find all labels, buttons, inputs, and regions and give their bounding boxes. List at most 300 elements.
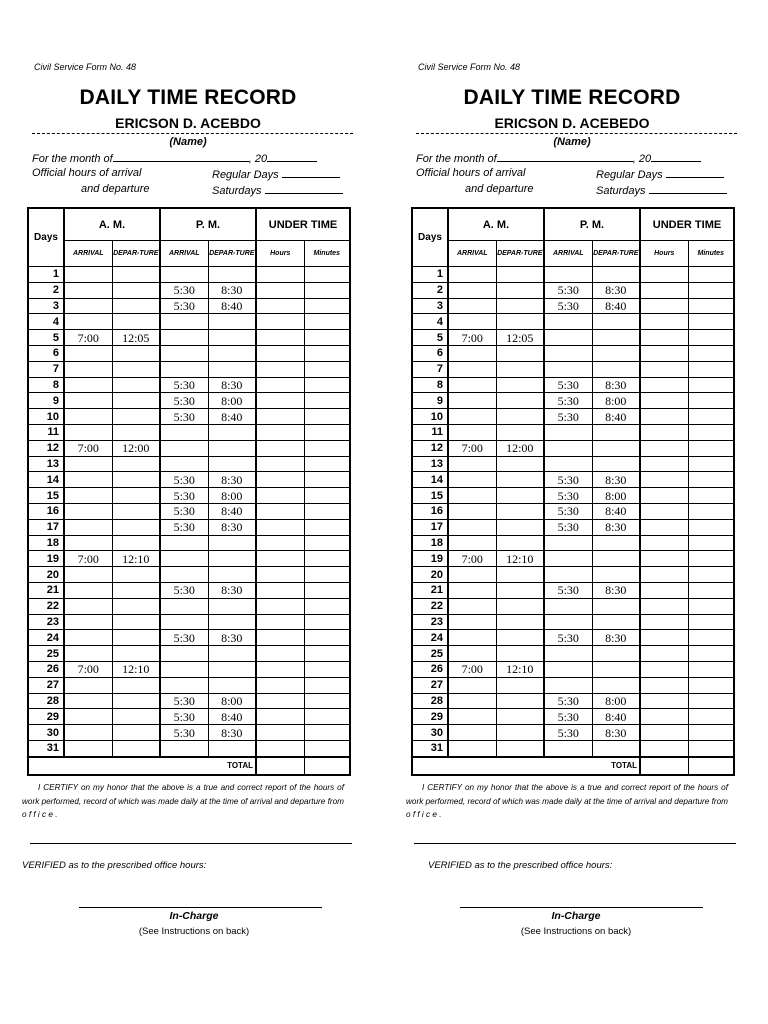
- undertime-minutes-cell[interactable]: [688, 630, 734, 646]
- saturdays-blank[interactable]: [649, 183, 727, 194]
- am-departure-cell[interactable]: [496, 424, 544, 440]
- pm-arrival-cell[interactable]: [160, 424, 208, 440]
- am-departure-cell[interactable]: [112, 519, 160, 535]
- am-arrival-cell[interactable]: [448, 409, 496, 425]
- undertime-hours-cell[interactable]: [256, 503, 304, 519]
- pm-departure-cell[interactable]: 8:00: [208, 488, 256, 504]
- undertime-minutes-cell[interactable]: [688, 646, 734, 662]
- undertime-hours-cell[interactable]: [640, 725, 688, 741]
- undertime-minutes-cell[interactable]: [688, 661, 734, 677]
- saturdays-blank[interactable]: [265, 183, 343, 194]
- am-departure-cell[interactable]: [112, 709, 160, 725]
- pm-departure-cell[interactable]: [592, 440, 640, 456]
- am-departure-cell[interactable]: [112, 472, 160, 488]
- am-arrival-cell[interactable]: [64, 646, 112, 662]
- am-arrival-cell[interactable]: [64, 630, 112, 646]
- pm-arrival-cell[interactable]: 5:30: [544, 298, 592, 314]
- undertime-hours-cell[interactable]: [256, 535, 304, 551]
- undertime-minutes-cell[interactable]: [688, 503, 734, 519]
- am-arrival-cell[interactable]: [64, 345, 112, 361]
- am-departure-cell[interactable]: 12:10: [112, 551, 160, 567]
- pm-arrival-cell[interactable]: [160, 567, 208, 583]
- year-blank[interactable]: [267, 151, 317, 162]
- pm-arrival-cell[interactable]: [160, 345, 208, 361]
- undertime-hours-cell[interactable]: [640, 551, 688, 567]
- pm-arrival-cell[interactable]: [544, 677, 592, 693]
- pm-arrival-cell[interactable]: 5:30: [544, 409, 592, 425]
- pm-departure-cell[interactable]: 8:00: [592, 693, 640, 709]
- undertime-minutes-cell[interactable]: [688, 519, 734, 535]
- pm-departure-cell[interactable]: 8:30: [208, 582, 256, 598]
- pm-arrival-cell[interactable]: [544, 646, 592, 662]
- undertime-minutes-cell[interactable]: [688, 709, 734, 725]
- am-arrival-cell[interactable]: [448, 630, 496, 646]
- undertime-minutes-cell[interactable]: [688, 488, 734, 504]
- am-departure-cell[interactable]: [496, 488, 544, 504]
- undertime-minutes-cell[interactable]: [304, 677, 350, 693]
- undertime-hours-cell[interactable]: [640, 630, 688, 646]
- am-arrival-cell[interactable]: [448, 393, 496, 409]
- am-arrival-cell[interactable]: [448, 361, 496, 377]
- undertime-hours-cell[interactable]: [640, 267, 688, 283]
- am-departure-cell[interactable]: [112, 267, 160, 283]
- undertime-hours-cell[interactable]: [256, 377, 304, 393]
- pm-departure-cell[interactable]: [208, 330, 256, 346]
- undertime-minutes-cell[interactable]: [304, 456, 350, 472]
- pm-arrival-cell[interactable]: 5:30: [544, 472, 592, 488]
- undertime-minutes-cell[interactable]: [304, 567, 350, 583]
- undertime-hours-cell[interactable]: [640, 740, 688, 756]
- undertime-minutes-cell[interactable]: [688, 330, 734, 346]
- pm-arrival-cell[interactable]: [160, 646, 208, 662]
- am-departure-cell[interactable]: [496, 740, 544, 756]
- pm-arrival-cell[interactable]: 5:30: [544, 709, 592, 725]
- am-arrival-cell[interactable]: [448, 424, 496, 440]
- total-minutes-cell[interactable]: [304, 757, 350, 775]
- am-arrival-cell[interactable]: [64, 488, 112, 504]
- undertime-hours-cell[interactable]: [256, 740, 304, 756]
- pm-departure-cell[interactable]: 8:40: [592, 409, 640, 425]
- regular-days-blank[interactable]: [282, 167, 340, 178]
- am-departure-cell[interactable]: [496, 503, 544, 519]
- pm-departure-cell[interactable]: 8:30: [208, 725, 256, 741]
- am-departure-cell[interactable]: [112, 298, 160, 314]
- pm-arrival-cell[interactable]: 5:30: [544, 519, 592, 535]
- pm-departure-cell[interactable]: [208, 661, 256, 677]
- pm-departure-cell[interactable]: [592, 740, 640, 756]
- am-departure-cell[interactable]: [112, 740, 160, 756]
- pm-departure-cell[interactable]: 8:30: [592, 582, 640, 598]
- pm-departure-cell[interactable]: [592, 598, 640, 614]
- am-arrival-cell[interactable]: [64, 693, 112, 709]
- total-hours-cell[interactable]: [640, 757, 688, 775]
- pm-departure-cell[interactable]: [592, 614, 640, 630]
- undertime-hours-cell[interactable]: [256, 282, 304, 298]
- am-arrival-cell[interactable]: [64, 503, 112, 519]
- pm-arrival-cell[interactable]: 5:30: [544, 693, 592, 709]
- am-arrival-cell[interactable]: [448, 709, 496, 725]
- pm-departure-cell[interactable]: 8:40: [208, 709, 256, 725]
- undertime-minutes-cell[interactable]: [304, 409, 350, 425]
- undertime-hours-cell[interactable]: [640, 393, 688, 409]
- undertime-hours-cell[interactable]: [256, 582, 304, 598]
- am-departure-cell[interactable]: 12:05: [496, 330, 544, 346]
- pm-departure-cell[interactable]: 8:40: [208, 409, 256, 425]
- undertime-hours-cell[interactable]: [256, 551, 304, 567]
- pm-arrival-cell[interactable]: [160, 330, 208, 346]
- am-departure-cell[interactable]: 12:10: [496, 551, 544, 567]
- pm-departure-cell[interactable]: [208, 456, 256, 472]
- pm-departure-cell[interactable]: 8:30: [208, 630, 256, 646]
- am-arrival-cell[interactable]: [64, 472, 112, 488]
- undertime-hours-cell[interactable]: [640, 440, 688, 456]
- am-departure-cell[interactable]: [112, 503, 160, 519]
- undertime-hours-cell[interactable]: [640, 298, 688, 314]
- am-arrival-cell[interactable]: [64, 314, 112, 330]
- pm-departure-cell[interactable]: 8:30: [592, 282, 640, 298]
- am-departure-cell[interactable]: 12:10: [112, 661, 160, 677]
- pm-arrival-cell[interactable]: 5:30: [544, 630, 592, 646]
- am-departure-cell[interactable]: [496, 472, 544, 488]
- undertime-hours-cell[interactable]: [640, 377, 688, 393]
- am-departure-cell[interactable]: [112, 409, 160, 425]
- pm-arrival-cell[interactable]: 5:30: [544, 582, 592, 598]
- am-arrival-cell[interactable]: [448, 267, 496, 283]
- undertime-minutes-cell[interactable]: [688, 393, 734, 409]
- am-arrival-cell[interactable]: [448, 519, 496, 535]
- undertime-hours-cell[interactable]: [640, 345, 688, 361]
- pm-departure-cell[interactable]: 8:30: [592, 472, 640, 488]
- am-arrival-cell[interactable]: [448, 345, 496, 361]
- pm-arrival-cell[interactable]: 5:30: [544, 503, 592, 519]
- pm-arrival-cell[interactable]: 5:30: [544, 377, 592, 393]
- am-departure-cell[interactable]: [112, 614, 160, 630]
- undertime-hours-cell[interactable]: [640, 614, 688, 630]
- am-arrival-cell[interactable]: [64, 535, 112, 551]
- pm-arrival-cell[interactable]: [544, 535, 592, 551]
- am-arrival-cell[interactable]: [64, 298, 112, 314]
- pm-arrival-cell[interactable]: 5:30: [160, 582, 208, 598]
- pm-arrival-cell[interactable]: 5:30: [160, 519, 208, 535]
- undertime-minutes-cell[interactable]: [688, 314, 734, 330]
- undertime-hours-cell[interactable]: [640, 472, 688, 488]
- pm-departure-cell[interactable]: 8:00: [208, 693, 256, 709]
- pm-departure-cell[interactable]: [208, 614, 256, 630]
- pm-arrival-cell[interactable]: 5:30: [160, 282, 208, 298]
- undertime-minutes-cell[interactable]: [304, 314, 350, 330]
- pm-departure-cell[interactable]: [208, 314, 256, 330]
- pm-departure-cell[interactable]: [208, 424, 256, 440]
- am-departure-cell[interactable]: [112, 677, 160, 693]
- undertime-minutes-cell[interactable]: [688, 472, 734, 488]
- am-departure-cell[interactable]: [112, 361, 160, 377]
- undertime-hours-cell[interactable]: [256, 330, 304, 346]
- am-departure-cell[interactable]: [496, 314, 544, 330]
- undertime-hours-cell[interactable]: [256, 456, 304, 472]
- am-departure-cell[interactable]: 12:00: [112, 440, 160, 456]
- am-departure-cell[interactable]: [112, 646, 160, 662]
- am-departure-cell[interactable]: [496, 345, 544, 361]
- am-arrival-cell[interactable]: [448, 488, 496, 504]
- pm-departure-cell[interactable]: 8:40: [592, 298, 640, 314]
- undertime-hours-cell[interactable]: [640, 661, 688, 677]
- pm-departure-cell[interactable]: 8:40: [592, 709, 640, 725]
- pm-departure-cell[interactable]: 8:30: [208, 282, 256, 298]
- undertime-minutes-cell[interactable]: [688, 361, 734, 377]
- undertime-minutes-cell[interactable]: [688, 614, 734, 630]
- undertime-minutes-cell[interactable]: [688, 409, 734, 425]
- am-departure-cell[interactable]: [112, 535, 160, 551]
- pm-arrival-cell[interactable]: [160, 440, 208, 456]
- am-departure-cell[interactable]: [496, 582, 544, 598]
- pm-arrival-cell[interactable]: 5:30: [160, 503, 208, 519]
- pm-departure-cell[interactable]: [208, 345, 256, 361]
- am-arrival-cell[interactable]: [448, 693, 496, 709]
- pm-arrival-cell[interactable]: 5:30: [160, 393, 208, 409]
- pm-arrival-cell[interactable]: 5:30: [160, 298, 208, 314]
- undertime-hours-cell[interactable]: [256, 314, 304, 330]
- undertime-minutes-cell[interactable]: [304, 298, 350, 314]
- am-departure-cell[interactable]: [496, 725, 544, 741]
- undertime-minutes-cell[interactable]: [688, 582, 734, 598]
- undertime-minutes-cell[interactable]: [304, 424, 350, 440]
- am-arrival-cell[interactable]: 7:00: [64, 330, 112, 346]
- am-arrival-cell[interactable]: 7:00: [64, 440, 112, 456]
- pm-arrival-cell[interactable]: [544, 345, 592, 361]
- pm-arrival-cell[interactable]: [160, 598, 208, 614]
- am-arrival-cell[interactable]: [448, 282, 496, 298]
- pm-arrival-cell[interactable]: 5:30: [160, 693, 208, 709]
- am-arrival-cell[interactable]: [64, 725, 112, 741]
- pm-departure-cell[interactable]: [592, 677, 640, 693]
- pm-arrival-cell[interactable]: 5:30: [160, 472, 208, 488]
- pm-departure-cell[interactable]: [208, 598, 256, 614]
- pm-arrival-cell[interactable]: [544, 440, 592, 456]
- am-arrival-cell[interactable]: 7:00: [64, 661, 112, 677]
- am-departure-cell[interactable]: [112, 598, 160, 614]
- am-arrival-cell[interactable]: [64, 709, 112, 725]
- am-departure-cell[interactable]: [112, 488, 160, 504]
- pm-arrival-cell[interactable]: 5:30: [160, 725, 208, 741]
- am-arrival-cell[interactable]: [64, 377, 112, 393]
- am-arrival-cell[interactable]: [64, 519, 112, 535]
- pm-departure-cell[interactable]: 8:00: [208, 393, 256, 409]
- undertime-minutes-cell[interactable]: [688, 598, 734, 614]
- undertime-minutes-cell[interactable]: [304, 535, 350, 551]
- pm-arrival-cell[interactable]: [160, 740, 208, 756]
- undertime-hours-cell[interactable]: [640, 503, 688, 519]
- undertime-hours-cell[interactable]: [256, 488, 304, 504]
- undertime-minutes-cell[interactable]: [688, 725, 734, 741]
- am-departure-cell[interactable]: [496, 535, 544, 551]
- undertime-hours-cell[interactable]: [640, 282, 688, 298]
- undertime-hours-cell[interactable]: [640, 519, 688, 535]
- am-departure-cell[interactable]: [496, 614, 544, 630]
- undertime-hours-cell[interactable]: [256, 409, 304, 425]
- pm-arrival-cell[interactable]: [544, 330, 592, 346]
- am-departure-cell[interactable]: [112, 345, 160, 361]
- undertime-minutes-cell[interactable]: [304, 440, 350, 456]
- pm-departure-cell[interactable]: [208, 440, 256, 456]
- am-departure-cell[interactable]: [112, 377, 160, 393]
- am-arrival-cell[interactable]: [448, 646, 496, 662]
- undertime-minutes-cell[interactable]: [304, 661, 350, 677]
- pm-departure-cell[interactable]: 8:00: [592, 393, 640, 409]
- undertime-minutes-cell[interactable]: [304, 519, 350, 535]
- undertime-minutes-cell[interactable]: [688, 693, 734, 709]
- pm-arrival-cell[interactable]: [160, 677, 208, 693]
- am-departure-cell[interactable]: [496, 267, 544, 283]
- undertime-minutes-cell[interactable]: [304, 551, 350, 567]
- pm-arrival-cell[interactable]: [160, 361, 208, 377]
- pm-departure-cell[interactable]: [592, 551, 640, 567]
- am-departure-cell[interactable]: [496, 693, 544, 709]
- regular-days-blank[interactable]: [666, 167, 724, 178]
- am-arrival-cell[interactable]: [64, 582, 112, 598]
- undertime-hours-cell[interactable]: [640, 314, 688, 330]
- pm-departure-cell[interactable]: 8:30: [592, 377, 640, 393]
- pm-departure-cell[interactable]: 8:30: [208, 377, 256, 393]
- undertime-hours-cell[interactable]: [256, 440, 304, 456]
- pm-departure-cell[interactable]: 8:30: [592, 630, 640, 646]
- undertime-hours-cell[interactable]: [640, 456, 688, 472]
- am-departure-cell[interactable]: [496, 456, 544, 472]
- am-arrival-cell[interactable]: [448, 377, 496, 393]
- am-departure-cell[interactable]: [496, 409, 544, 425]
- pm-arrival-cell[interactable]: [544, 598, 592, 614]
- pm-arrival-cell[interactable]: 5:30: [160, 488, 208, 504]
- am-departure-cell[interactable]: 12:10: [496, 661, 544, 677]
- undertime-hours-cell[interactable]: [640, 330, 688, 346]
- total-hours-cell[interactable]: [256, 757, 304, 775]
- undertime-hours-cell[interactable]: [256, 267, 304, 283]
- am-departure-cell[interactable]: [496, 646, 544, 662]
- undertime-hours-cell[interactable]: [640, 567, 688, 583]
- undertime-hours-cell[interactable]: [640, 693, 688, 709]
- undertime-hours-cell[interactable]: [256, 393, 304, 409]
- pm-arrival-cell[interactable]: [160, 535, 208, 551]
- undertime-hours-cell[interactable]: [256, 630, 304, 646]
- pm-arrival-cell[interactable]: [160, 551, 208, 567]
- am-departure-cell[interactable]: [496, 567, 544, 583]
- undertime-hours-cell[interactable]: [640, 409, 688, 425]
- undertime-hours-cell[interactable]: [256, 725, 304, 741]
- undertime-hours-cell[interactable]: [256, 661, 304, 677]
- undertime-hours-cell[interactable]: [256, 677, 304, 693]
- am-arrival-cell[interactable]: [448, 740, 496, 756]
- undertime-hours-cell[interactable]: [256, 646, 304, 662]
- am-arrival-cell[interactable]: [448, 582, 496, 598]
- undertime-hours-cell[interactable]: [256, 614, 304, 630]
- undertime-hours-cell[interactable]: [256, 709, 304, 725]
- am-arrival-cell[interactable]: [64, 614, 112, 630]
- undertime-minutes-cell[interactable]: [304, 503, 350, 519]
- undertime-minutes-cell[interactable]: [304, 582, 350, 598]
- pm-departure-cell[interactable]: [208, 551, 256, 567]
- am-arrival-cell[interactable]: [448, 298, 496, 314]
- am-departure-cell[interactable]: [112, 456, 160, 472]
- pm-departure-cell[interactable]: 8:40: [208, 503, 256, 519]
- undertime-minutes-cell[interactable]: [304, 693, 350, 709]
- undertime-hours-cell[interactable]: [256, 345, 304, 361]
- pm-arrival-cell[interactable]: 5:30: [544, 282, 592, 298]
- pm-departure-cell[interactable]: 8:30: [208, 519, 256, 535]
- undertime-minutes-cell[interactable]: [688, 567, 734, 583]
- am-departure-cell[interactable]: [496, 393, 544, 409]
- pm-arrival-cell[interactable]: 5:30: [160, 709, 208, 725]
- pm-arrival-cell[interactable]: 5:30: [544, 725, 592, 741]
- pm-departure-cell[interactable]: [208, 361, 256, 377]
- am-arrival-cell[interactable]: 7:00: [448, 440, 496, 456]
- pm-arrival-cell[interactable]: 5:30: [544, 488, 592, 504]
- am-departure-cell[interactable]: [112, 693, 160, 709]
- am-departure-cell[interactable]: [496, 709, 544, 725]
- am-arrival-cell[interactable]: [448, 472, 496, 488]
- undertime-minutes-cell[interactable]: [304, 598, 350, 614]
- undertime-hours-cell[interactable]: [640, 361, 688, 377]
- undertime-minutes-cell[interactable]: [304, 377, 350, 393]
- pm-departure-cell[interactable]: [592, 330, 640, 346]
- am-departure-cell[interactable]: [496, 361, 544, 377]
- undertime-minutes-cell[interactable]: [688, 267, 734, 283]
- am-departure-cell[interactable]: [496, 519, 544, 535]
- am-departure-cell[interactable]: [496, 598, 544, 614]
- pm-departure-cell[interactable]: [208, 535, 256, 551]
- undertime-minutes-cell[interactable]: [304, 630, 350, 646]
- year-blank[interactable]: [651, 151, 701, 162]
- undertime-minutes-cell[interactable]: [688, 677, 734, 693]
- pm-departure-cell[interactable]: [592, 424, 640, 440]
- total-minutes-cell[interactable]: [688, 757, 734, 775]
- pm-departure-cell[interactable]: [208, 740, 256, 756]
- pm-arrival-cell[interactable]: [160, 456, 208, 472]
- am-arrival-cell[interactable]: [64, 282, 112, 298]
- pm-arrival-cell[interactable]: 5:30: [544, 393, 592, 409]
- pm-arrival-cell[interactable]: [544, 424, 592, 440]
- pm-departure-cell[interactable]: 8:40: [208, 298, 256, 314]
- undertime-minutes-cell[interactable]: [688, 740, 734, 756]
- am-departure-cell[interactable]: [112, 314, 160, 330]
- am-arrival-cell[interactable]: [448, 456, 496, 472]
- pm-departure-cell[interactable]: [592, 661, 640, 677]
- undertime-minutes-cell[interactable]: [304, 361, 350, 377]
- pm-arrival-cell[interactable]: [544, 267, 592, 283]
- undertime-hours-cell[interactable]: [640, 582, 688, 598]
- undertime-minutes-cell[interactable]: [304, 488, 350, 504]
- pm-arrival-cell[interactable]: [544, 361, 592, 377]
- am-arrival-cell[interactable]: 7:00: [64, 551, 112, 567]
- am-departure-cell[interactable]: [112, 725, 160, 741]
- undertime-minutes-cell[interactable]: [688, 456, 734, 472]
- am-departure-cell[interactable]: 12:00: [496, 440, 544, 456]
- pm-arrival-cell[interactable]: [160, 314, 208, 330]
- pm-departure-cell[interactable]: [592, 535, 640, 551]
- pm-arrival-cell[interactable]: 5:30: [160, 377, 208, 393]
- am-arrival-cell[interactable]: 7:00: [448, 330, 496, 346]
- undertime-minutes-cell[interactable]: [304, 646, 350, 662]
- undertime-hours-cell[interactable]: [640, 677, 688, 693]
- undertime-minutes-cell[interactable]: [304, 614, 350, 630]
- undertime-hours-cell[interactable]: [256, 693, 304, 709]
- pm-departure-cell[interactable]: [592, 361, 640, 377]
- am-arrival-cell[interactable]: [448, 614, 496, 630]
- pm-arrival-cell[interactable]: [160, 614, 208, 630]
- undertime-hours-cell[interactable]: [256, 598, 304, 614]
- undertime-minutes-cell[interactable]: [688, 345, 734, 361]
- undertime-minutes-cell[interactable]: [688, 282, 734, 298]
- am-arrival-cell[interactable]: [64, 409, 112, 425]
- undertime-minutes-cell[interactable]: [304, 709, 350, 725]
